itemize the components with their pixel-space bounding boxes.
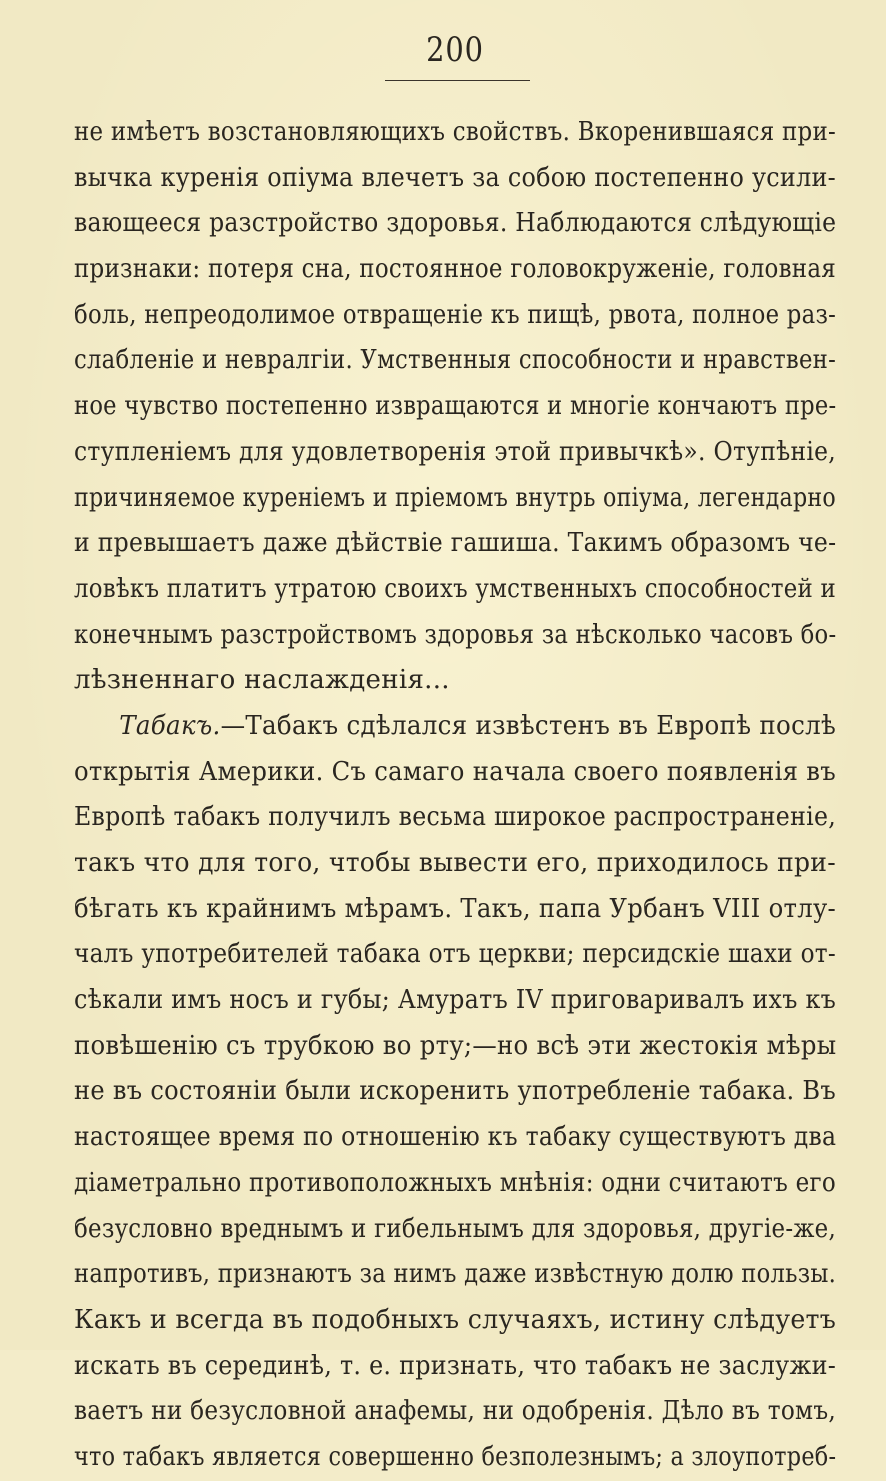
text-line: конечнымъ разстройствомъ здоровья за нѣсколько часовъ бо- — [74, 619, 837, 650]
text-line: настоящее время по отношенію къ табаку существуютъ два — [74, 1122, 837, 1153]
text-line: бѣгать къ крайнимъ мѣрамъ. Такъ, папа Урбанъ VIII отлу- — [74, 893, 837, 924]
text-line: что табакъ является совершенно безполезнымъ; а злоупотреб- — [74, 1441, 837, 1472]
section-heading-word: Табакъ. — [119, 710, 221, 741]
text-line: безусловно вреднымъ и гибельнымъ для здоровья, другіе-же, — [74, 1213, 836, 1244]
text-line: такъ что для того, чтобы вывести его, приходилось при- — [74, 848, 836, 878]
text-line: напротивъ, признаютъ за нимъ даже извѣстную долю пользы. — [74, 1259, 837, 1290]
text-line: повѣшенію съ трубкою во рту;—но всѣ эти жестокія мѣры — [74, 1030, 837, 1061]
text-line: не въ состояніи были искоренить употребленіе табака. Въ — [74, 1076, 836, 1107]
text-line: не имѣетъ возстановляющихъ свойствъ. Вкоренившаяся при- — [74, 117, 836, 147]
text-line: діаметрально противоположныхъ мнѣнія: одни считаютъ его — [74, 1167, 836, 1198]
text-line: Европѣ табакъ получилъ весьма широкое распространеніе, — [74, 802, 836, 833]
text-line: слабленіе и невралгіи. Умственныя способности и нравствен- — [74, 345, 837, 376]
text-line-rest: —Табакъ сдѣлался извѣстенъ въ Европѣ послѣ — [220, 710, 837, 741]
text-line: ловѣкъ платитъ утратою своихъ умственныхъ способностей и — [74, 573, 837, 604]
header-rule — [385, 80, 530, 81]
text-line: открытія Америки. Съ самаго начала своего появленія въ — [74, 756, 836, 787]
text-line: причиняемое куреніемъ и пріемомъ внутрь опіума, легендарно — [74, 482, 837, 513]
page-number: 200 — [426, 30, 484, 70]
text-line: ступленіемъ для удовлетворенія этой привычкѣ». Отупѣніе, — [74, 436, 836, 467]
text-line: вычка куренія опіума влечетъ за собою постепенно усили- — [74, 162, 837, 193]
text-line: боль, непреодолимое отвращеніе къ пищѣ, рвота, полное раз- — [74, 299, 837, 330]
paragraph-first-line — [74, 704, 836, 750]
text-line: Какъ и всегда въ подобныхъ случаяхъ, истину слѣдуетъ — [74, 1304, 837, 1335]
text-line: лѣзненнаго наслажденія... — [74, 665, 450, 696]
text-line: ваетъ ни безусловной анафемы, ни одобренія. Дѣло въ томъ, — [74, 1396, 836, 1427]
body-text — [74, 110, 836, 1481]
text-line: и превышаетъ даже дѣйствіе гашиша. Такимъ образомъ че- — [74, 528, 837, 559]
text-line: вающееся разстройство здоровья. Наблюдаются слѣдующіе — [74, 208, 837, 239]
text-line: сѣкали имъ носъ и губы; Амуратъ IV приговаривалъ ихъ къ — [74, 985, 837, 1016]
text-line: искать въ серединѣ, т. е. признать, что табакъ не заслужи- — [74, 1350, 837, 1381]
text-line: чалъ употребителей табака отъ церкви; персидскіе шахи от- — [74, 939, 836, 970]
text-line: ное чувство постепенно извращаются и многіе кончаютъ пре- — [74, 391, 837, 422]
text-line: признаки: потеря сна, постоянное головокруженіе, головная — [74, 254, 837, 285]
